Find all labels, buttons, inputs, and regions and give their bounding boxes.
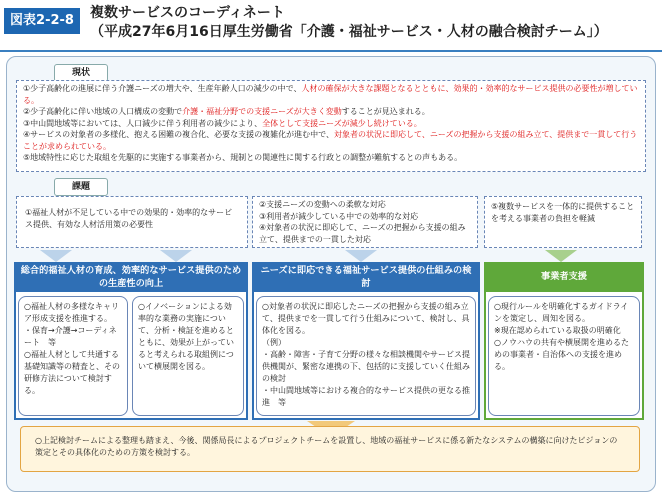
column-2-title: ニーズに即応できる福祉サービス提供の仕組みの検討 xyxy=(252,262,480,292)
status-item xyxy=(23,129,639,152)
status-item xyxy=(23,152,639,164)
conclusion-text: ○上記検討チームによる整理も踏まえ、今後、関係局長によるプロジェクトチームを設置し、地域の福祉サービスに係る新たなシステムの構築に向けたビジョンの策定とその具体化のための方策を検討する。 xyxy=(35,436,618,457)
column-2-subbox-1: ○対象者の状況に即応したニーズの把握から支援の組み立て、提供までを一貫して行う仕組みについて、検討し、具体化を図る。 （例） ・高齢・障害・子育て分野の様々な相談機関やサービス提供機関が、緊密な連携の下、包括的に支援していく仕組みの検討 ・中山間地域等における複合的なサービス提供の更なる推進 等 xyxy=(256,296,476,416)
issue-5-text: ⑤複数サービスを一体的に提供することを考える事業者の負担を軽減 xyxy=(491,202,635,223)
status-label: 現状 xyxy=(54,64,108,82)
status-item xyxy=(23,106,639,118)
emphasis-text: 人材の確保が大きな課題となるとともに、効果的・効率的なサービス提供の必要性が増している。 xyxy=(23,84,638,105)
down-arrow xyxy=(545,250,577,262)
down-arrow xyxy=(40,250,72,262)
column-3-subbox-1: ○現行ルールを明確化するガイドラインを策定し、周知を図る。 ※現在認められている取扱の明確化 ○ノウハウの共有や横展開を進めるための事業者・自治体への支援を進める。 xyxy=(488,296,640,416)
issues-label: 課題 xyxy=(54,178,108,196)
status-text: ④サービスの対象者の多様化、抱える困難の複合化、必要な支援の複雑化が進む中で、 xyxy=(23,130,335,139)
issue-box-1 xyxy=(16,196,248,248)
down-arrow xyxy=(345,250,377,262)
issue-box-3 xyxy=(484,196,642,248)
conclusion-box xyxy=(20,426,640,472)
status-text: することが見込まれる。 xyxy=(341,107,430,116)
emphasis-text: 全体として支援ニーズが減少し続けている。 xyxy=(262,118,422,128)
column-1-title: 総合的福祉人材の育成、効率的なサービス提供のための生産性の向上 xyxy=(14,262,248,292)
status-text: ①少子高齢化の進展に伴う介護ニーズの増大や、生産年齢人口の減少の中で、 xyxy=(23,84,302,93)
status-text: ⑤地域特性に応じた取組を先駆的に実施する事業者から、規制との関連性に関する行政との調整が難航するとの声もある。 xyxy=(23,153,463,162)
status-item xyxy=(23,118,639,130)
emphasis-text: 介護・福祉分野での支援ニーズが大きく変動 xyxy=(182,107,342,116)
status-text: ②少子高齢化に伴い地域の人口構成の変動で xyxy=(23,107,183,116)
title-line-2: （平成27年6月16日厚生労働省「介護・福祉サービス・人材の融合検討チーム」） xyxy=(90,24,608,40)
column-1-subbox-2: ○イノベーションによる効率的な業務の実施について、分析・検証を進めるとともに、効果が上がっていると考えられる取組例について横展開を図る。 xyxy=(132,296,244,416)
column-3-title: 事業者支援 xyxy=(484,262,644,292)
status-box xyxy=(16,80,646,172)
column-1-subbox-1: ○福祉人材の多様なキャリア形成支援を推進する。 ・保育→介護→コーディネート 等 ○福祉人材として共通する基礎知識等の精査と、その研修方法について検討する。 xyxy=(18,296,128,416)
status-text: ③中山間地域等においては、人口減少に伴う利用者の減少により、 xyxy=(23,118,263,128)
status-item xyxy=(23,83,639,106)
figure-title xyxy=(90,4,608,42)
issue-3-line: ③利用者が減少している中での効率的な対応 xyxy=(259,211,419,221)
issue-1-text: ①福祉人材が不足している中での効果的・効率的なサービス提供、有効な人材活用策の必要性 xyxy=(25,208,233,229)
issue-box-2 xyxy=(252,196,478,248)
down-arrow xyxy=(160,250,192,262)
emphasis-text: 対象者の状況に即応して、ニーズの把握から支援の組み立て、提供まで一貫して行うことが求められている。 xyxy=(23,130,638,151)
title-line-1: 複数サービスのコーディネート xyxy=(90,5,285,21)
issue-2-line: ②支援ニーズの変動への柔軟な対応 xyxy=(259,200,386,209)
figure-number-badge: 図表2-2-8 xyxy=(4,8,80,34)
issue-4-line: ④対象者の状況に即応して、ニーズの把握から支援の組み立て、提供までの一貫した対応 xyxy=(259,223,466,244)
